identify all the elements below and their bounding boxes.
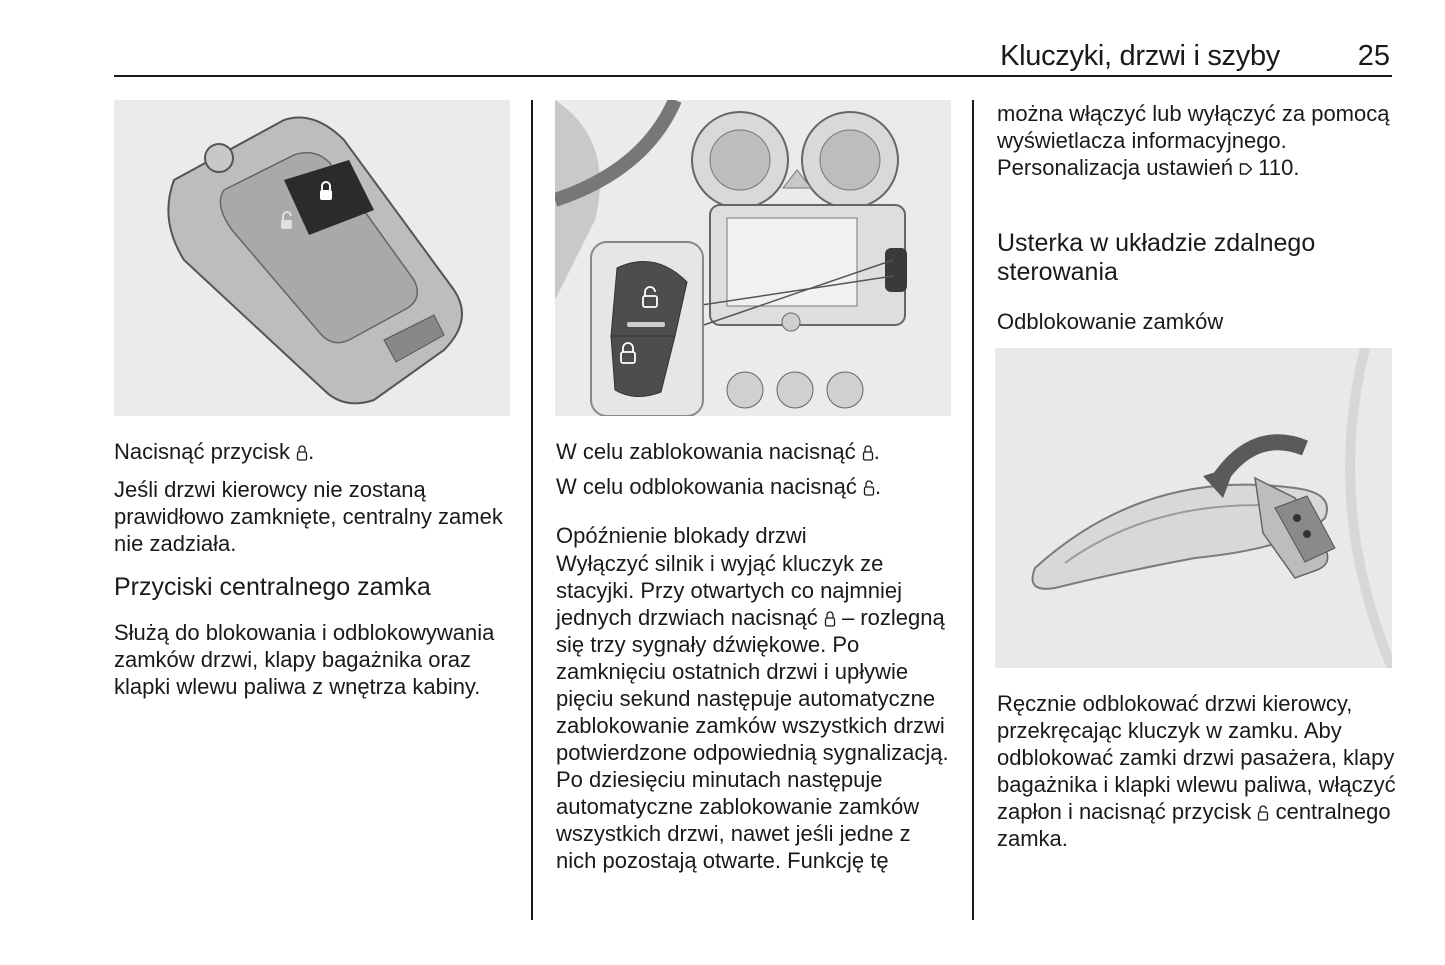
- section-heading: Usterka w układzie zdalnego sterowania: [997, 229, 1316, 286]
- subheading: Opóźnienie blokady drzwi: [556, 523, 807, 548]
- paragraph: W celu zablokowania nacisnąć .: [556, 439, 880, 464]
- paragraph: można włączyć lub wyłączyć za pomocą wyświetlacza informacyjnego. Personalizacja ustawień 110.: [997, 101, 1390, 180]
- section-heading: Przyciski centralnego zamka: [114, 573, 431, 601]
- door-handle-key-illustration: [995, 348, 1392, 668]
- paragraph: Wyłączyć silnik i wyjąć kluczyk ze stacyjki. Przy otwartych co najmniej jednych drzwiach nacisnąć – rozlegną się trzy sygnały dźwiękowe. Po zamknięciu ostatnich drzwi i upływie pięciu sekund następuje automatyczne zablokowanie zamków wszystkich drzwi potwierdzone odpowiednią sygnalizacją. Po dziesięciu minutach następuje automatyczne zablokowanie zamków wszystkich drzwi, nawet jeśli jedne z nich pozostają otwarte. Funkcję tę: [556, 551, 949, 873]
- unlock-icon: [1257, 804, 1269, 821]
- section-title: Kluczyki, drzwi i szyby: [1000, 40, 1280, 72]
- paragraph: Ręcznie odblokować drzwi kierowcy, przekręcając kluczyk w zamku. Aby odblokować zamki drzwi pasażera, klapy bagażnika i klapki wlewu paliwa, włączyć zapłon i nacisnąć przycisk centralnego zamka.: [997, 691, 1396, 851]
- lock-icon: [296, 444, 308, 461]
- paragraph: Służą do blokowania i odblokowywania zamków drzwi, klapy bagażnika oraz klapki wlewu paliwa z wnętrza kabiny.: [114, 620, 495, 699]
- paragraph: W celu odblokowania nacisnąć .: [556, 474, 882, 499]
- header-rule: [114, 75, 1392, 77]
- paragraph: Jeśli drzwi kierowcy nie zostaną prawidłowo zamknięte, centralny zamek nie zadziała.: [114, 477, 503, 556]
- subheading: Odblokowanie zamków: [997, 309, 1224, 334]
- lock-icon: [862, 444, 874, 461]
- lock-icon: [824, 610, 836, 627]
- dashboard-lock-buttons-illustration: [555, 100, 951, 416]
- column-divider-2: [972, 100, 974, 920]
- page-number: 25: [1357, 40, 1390, 72]
- page-reference-icon: [1239, 160, 1252, 177]
- unlock-icon: [863, 479, 875, 496]
- key-fob-illustration: [114, 100, 510, 416]
- column-divider-1: [531, 100, 533, 920]
- paragraph: Nacisnąć przycisk .: [114, 439, 315, 464]
